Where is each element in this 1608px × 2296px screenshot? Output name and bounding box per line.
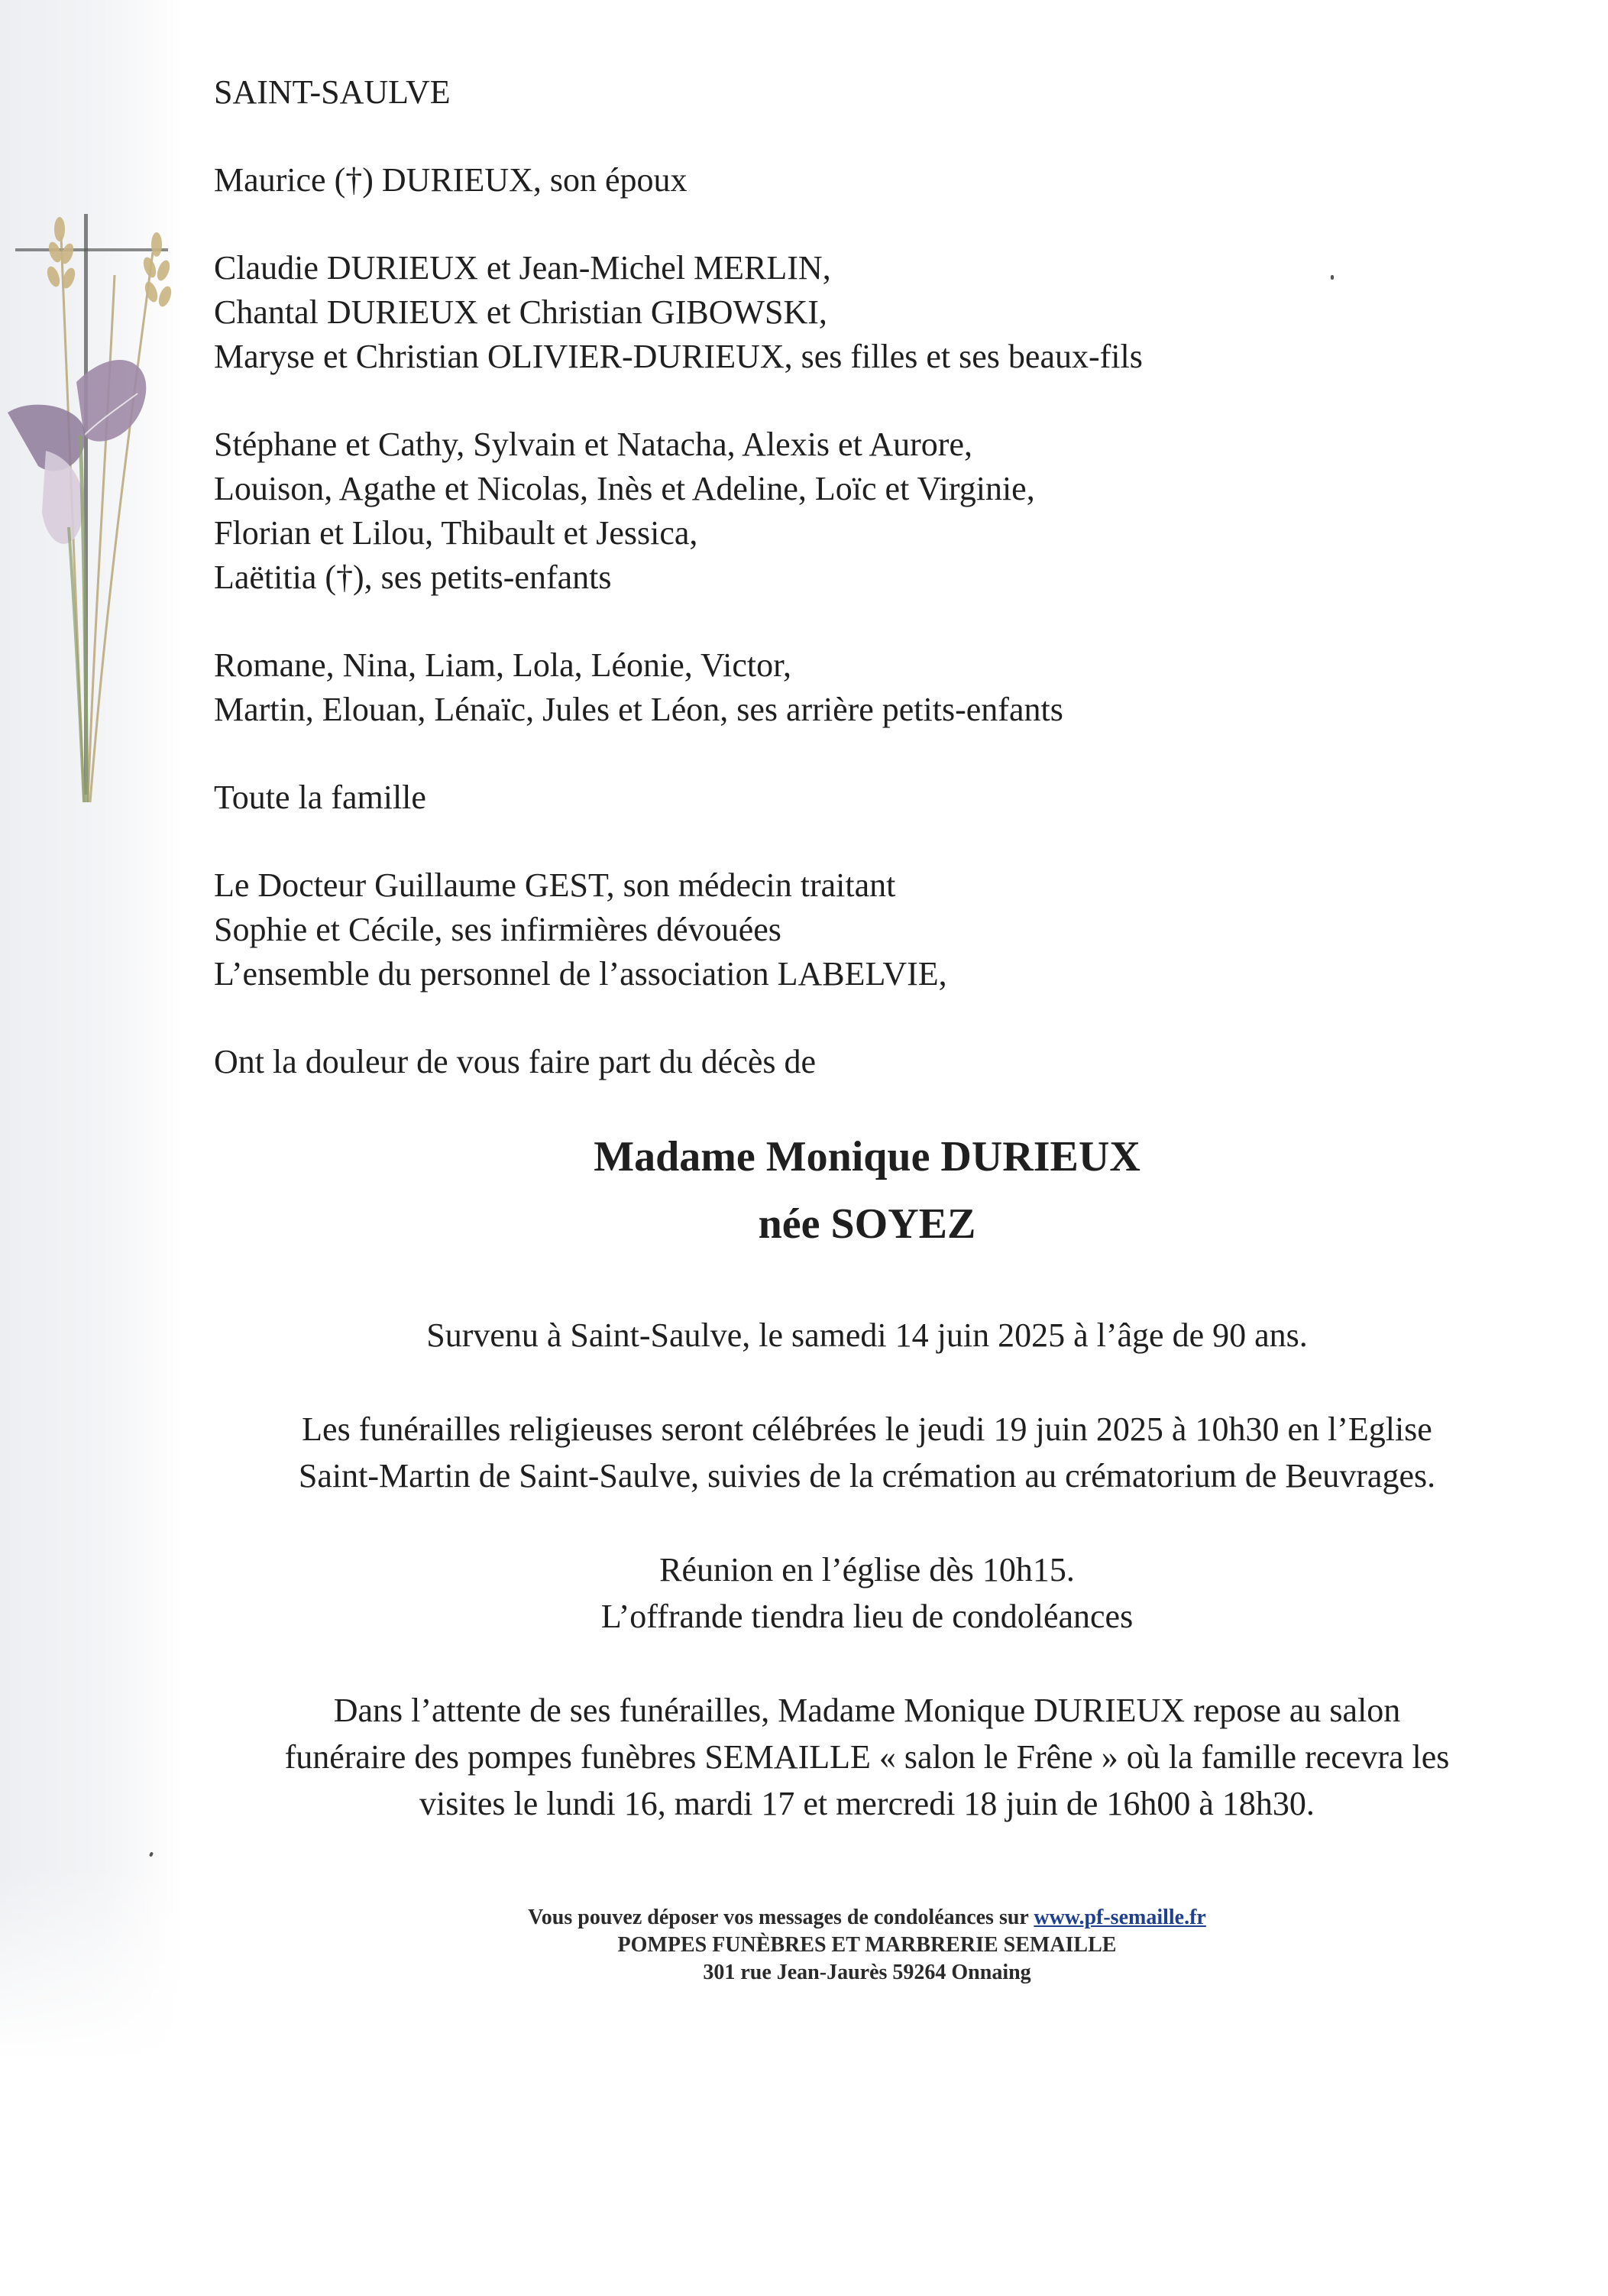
- funeral-block: [176, 1406, 1558, 1499]
- deceased-name-block: [176, 1123, 1558, 1258]
- announcement-block: [214, 1040, 1467, 1084]
- grandchildren-line: Louison, Agathe et Nicolas, Inès et Adeline, Loïc et Virginie,: [214, 470, 1035, 507]
- great-grandchildren-block: [214, 643, 1467, 732]
- scan-speck: [1331, 275, 1334, 280]
- calla-lily-icon: [8, 360, 146, 802]
- caregivers-block: [214, 863, 1467, 996]
- town-header: [214, 70, 1467, 115]
- company-name: POMPES FUNÈBRES ET MARBRERIE SEMAILLE: [617, 1933, 1117, 1957]
- funeral-line: Saint-Martin de Saint-Saulve, suivies de la crémation au crématorium de Beuvrages.: [298, 1457, 1436, 1495]
- grandchildren-line: Laëtitia (†), ses petits-enfants: [214, 559, 612, 596]
- grandchildren-block: [214, 423, 1467, 600]
- deceased-name: Madame Monique DURIEUX: [594, 1133, 1140, 1180]
- spouse-block: [214, 158, 1467, 202]
- funeral-details: [176, 1312, 1558, 1874]
- town-name: SAINT-SAULVE: [214, 73, 451, 111]
- funeral-home-footer: [176, 1904, 1558, 1987]
- meeting-line: Réunion en l’église dès 10h15.: [659, 1551, 1075, 1588]
- visits-line: visites le lundi 16, mardi 17 et mercredi 18 juin de 16h00 à 18h30.: [419, 1785, 1315, 1822]
- daughter-line: Claudie DURIEUX et Jean-Michel MERLIN,: [214, 249, 831, 287]
- family-list: [214, 70, 1467, 1128]
- daughter-line: Maryse et Christian OLIVIER-DURIEUX, ses filles et ses beaux-fils: [214, 338, 1143, 375]
- daughter-line: Chantal DURIEUX et Christian GIBOWSKI,: [214, 293, 827, 331]
- death-line: Survenu à Saint-Saulve, le samedi 14 juin 2025 à l’âge de 90 ans.: [426, 1316, 1308, 1354]
- whole-family-block: [214, 776, 1467, 820]
- spouse-line: Maurice (†) DURIEUX, son époux: [214, 161, 688, 199]
- visits-line: Dans l’attente de ses funérailles, Madame Monique DURIEUX repose au salon: [333, 1692, 1401, 1729]
- cross-lily-decoration: [0, 206, 199, 818]
- caregiver-line: Le Docteur Guillaume GEST, son médecin traitant: [214, 866, 896, 904]
- meeting-line: L’offrande tiendra lieu de condoléances: [600, 1598, 1134, 1635]
- visits-block: [176, 1687, 1558, 1827]
- grandchildren-line: Florian et Lilou, Thibault et Jessica,: [214, 514, 698, 552]
- condolence-message-line: [176, 1904, 1558, 1932]
- company-address: 301 rue Jean-Jaurès 59264 Onnaing: [703, 1961, 1031, 1984]
- funeral-line: Les funérailles religieuses seront célébrées le jeudi 19 juin 2025 à 10h30 en l’Eglise: [302, 1410, 1432, 1448]
- daughters-block: [214, 246, 1467, 379]
- caregiver-line: Sophie et Cécile, ses infirmières dévouées: [214, 911, 781, 948]
- condolence-prefix: Vous pouvez déposer vos messages de condoléances sur: [528, 1906, 1034, 1929]
- announcement-line: Ont la douleur de vous faire part du décès de: [214, 1043, 817, 1080]
- great-grandchildren-line: Martin, Elouan, Lénaïc, Jules et Léon, ses arrière petits-enfants: [214, 691, 1063, 728]
- visits-line: funéraire des pompes funèbres SEMAILLE « salon le Frêne » où la famille recevra les: [284, 1738, 1450, 1776]
- meeting-block: [176, 1546, 1558, 1640]
- website-link[interactable]: www.pf-semaille.fr: [1034, 1906, 1206, 1929]
- death-block: [176, 1312, 1558, 1358]
- great-grandchildren-line: Romane, Nina, Liam, Lola, Léonie, Victor,: [214, 646, 792, 684]
- deceased-maiden-name: née SOYEZ: [758, 1200, 976, 1248]
- caregiver-line: L’ensemble du personnel de l’association LABELVIE,: [214, 955, 947, 993]
- whole-family-line: Toute la famille: [214, 779, 426, 816]
- grandchildren-line: Stéphane et Cathy, Sylvain et Natacha, Alexis et Aurore,: [214, 426, 972, 463]
